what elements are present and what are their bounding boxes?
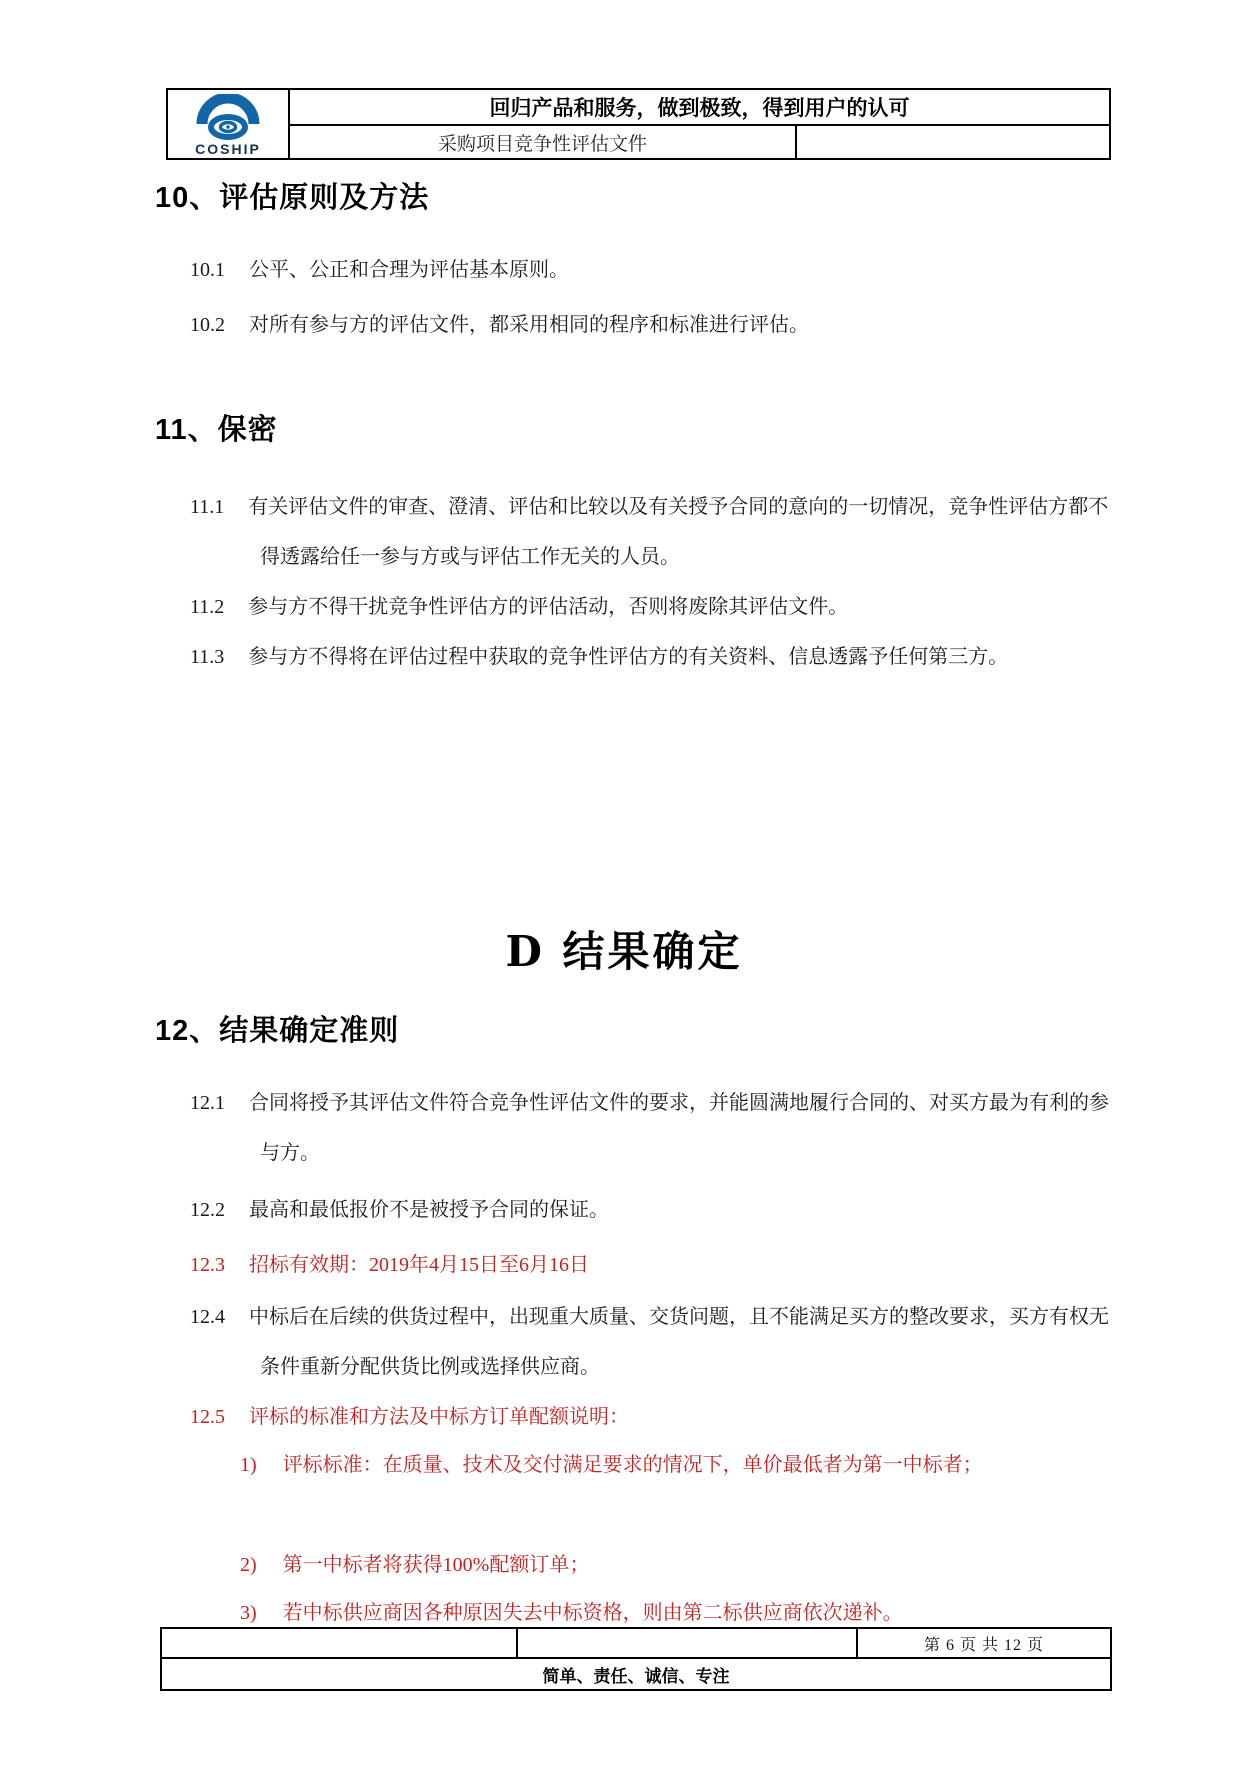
clause-text: 参与方不得将在评估过程中获取的竞争性评估方的有关资料、信息透露予任何第三方。 bbox=[248, 646, 1009, 668]
footer-empty-cell-2 bbox=[518, 1629, 858, 1657]
section-12-heading: 12、结果确定准则 bbox=[155, 1015, 400, 1047]
clause-text: 招标有效期：2019年4月15日至6月16日 bbox=[249, 1254, 589, 1276]
clause-text: 评标的标准和方法及中标方订单配额说明： bbox=[249, 1406, 629, 1428]
sublist-number: 2) bbox=[240, 1554, 257, 1576]
clause-text: 中标后在后续的供货过程中，出现重大质量、交货问题，且不能满足买方的整改要求，买方有权无条件重新分配供货比例或选择供应商。 bbox=[249, 1306, 1109, 1378]
document-type-title: 采购项目竞争性评估文件 bbox=[290, 126, 797, 158]
clause-number: 10.2 bbox=[190, 314, 225, 336]
company-slogan: 回归产品和服务，做到极致，得到用户的认可 bbox=[290, 90, 1109, 126]
clause-11-3 bbox=[190, 632, 1120, 682]
sublist-text: 若中标供应商因各种原因失去中标资格，则由第二标供应商依次递补。 bbox=[282, 1602, 903, 1624]
clause-number: 12.2 bbox=[190, 1199, 225, 1221]
clause-number: 12.3 bbox=[190, 1254, 225, 1276]
clause-text: 对所有参与方的评估文件，都采用相同的程序和标准进行评估。 bbox=[249, 314, 809, 336]
footer-table bbox=[160, 1627, 1112, 1691]
clause-12-4 bbox=[190, 1292, 1120, 1392]
sublist-text: 评标标准：在质量、技术及交付满足要求的情况下，单价最低者为第一中标者； bbox=[282, 1454, 983, 1476]
sublist-item-2 bbox=[240, 1540, 1120, 1590]
clause-number: 10.1 bbox=[190, 259, 225, 281]
clause-number: 11.2 bbox=[190, 596, 225, 618]
sublist-item-1 bbox=[240, 1440, 1120, 1490]
clause-12-2 bbox=[190, 1185, 1120, 1235]
clause-number: 11.3 bbox=[190, 646, 225, 668]
clause-12-5 bbox=[190, 1392, 1120, 1442]
section-10-heading: 10、评估原则及方法 bbox=[155, 182, 430, 214]
footer-slogan: 简单、责任、诚信、专注 bbox=[542, 1666, 730, 1686]
clause-11-2 bbox=[190, 582, 1120, 632]
part-d-title: D 结果确定 bbox=[505, 927, 743, 976]
clause-text: 合同将授予其评估文件符合竞争性评估文件的要求，并能圆满地履行合同的、对买方最为有利的参与方。 bbox=[249, 1092, 1109, 1164]
clause-number: 12.5 bbox=[190, 1406, 225, 1428]
footer-empty-cell-1 bbox=[162, 1629, 518, 1657]
footer-row-1 bbox=[162, 1629, 1110, 1659]
header-table bbox=[166, 88, 1111, 160]
page-number: 第 6 页 共 12 页 bbox=[923, 1636, 1044, 1654]
coship-logo-icon bbox=[194, 94, 262, 140]
clause-10-2 bbox=[190, 300, 1120, 350]
clause-number: 12.1 bbox=[190, 1092, 225, 1114]
clause-text: 有关评估文件的审查、澄清、评估和比较以及有关授予合同的意向的一切情况，竞争性评估方都不得透露给任一参与方或与评估工作无关的人员。 bbox=[248, 496, 1109, 568]
clause-11-1 bbox=[190, 482, 1120, 582]
clause-number: 11.1 bbox=[190, 496, 225, 518]
clause-10-1 bbox=[190, 245, 1120, 295]
sublist-text: 第一中标者将获得100%配额订单； bbox=[282, 1554, 590, 1576]
clause-12-1 bbox=[190, 1078, 1120, 1178]
clause-12-3 bbox=[190, 1240, 1120, 1290]
clause-text: 公平、公正和合理为评估基本原则。 bbox=[249, 259, 569, 281]
clause-text: 参与方不得干扰竞争性评估方的评估活动，否则将废除其评估文件。 bbox=[248, 596, 849, 618]
logo-cell bbox=[168, 90, 290, 158]
sublist-number: 1) bbox=[240, 1454, 257, 1476]
section-11-heading: 11、保密 bbox=[155, 414, 278, 446]
sublist-number: 3) bbox=[240, 1602, 257, 1624]
brand-name: COSHIP bbox=[195, 140, 261, 157]
clause-number: 12.4 bbox=[190, 1306, 225, 1328]
header-main bbox=[290, 90, 1109, 158]
header-empty-cell bbox=[797, 126, 1109, 158]
header-subrow bbox=[290, 126, 1109, 158]
clause-text: 最高和最低报价不是被授予合同的保证。 bbox=[249, 1199, 609, 1221]
